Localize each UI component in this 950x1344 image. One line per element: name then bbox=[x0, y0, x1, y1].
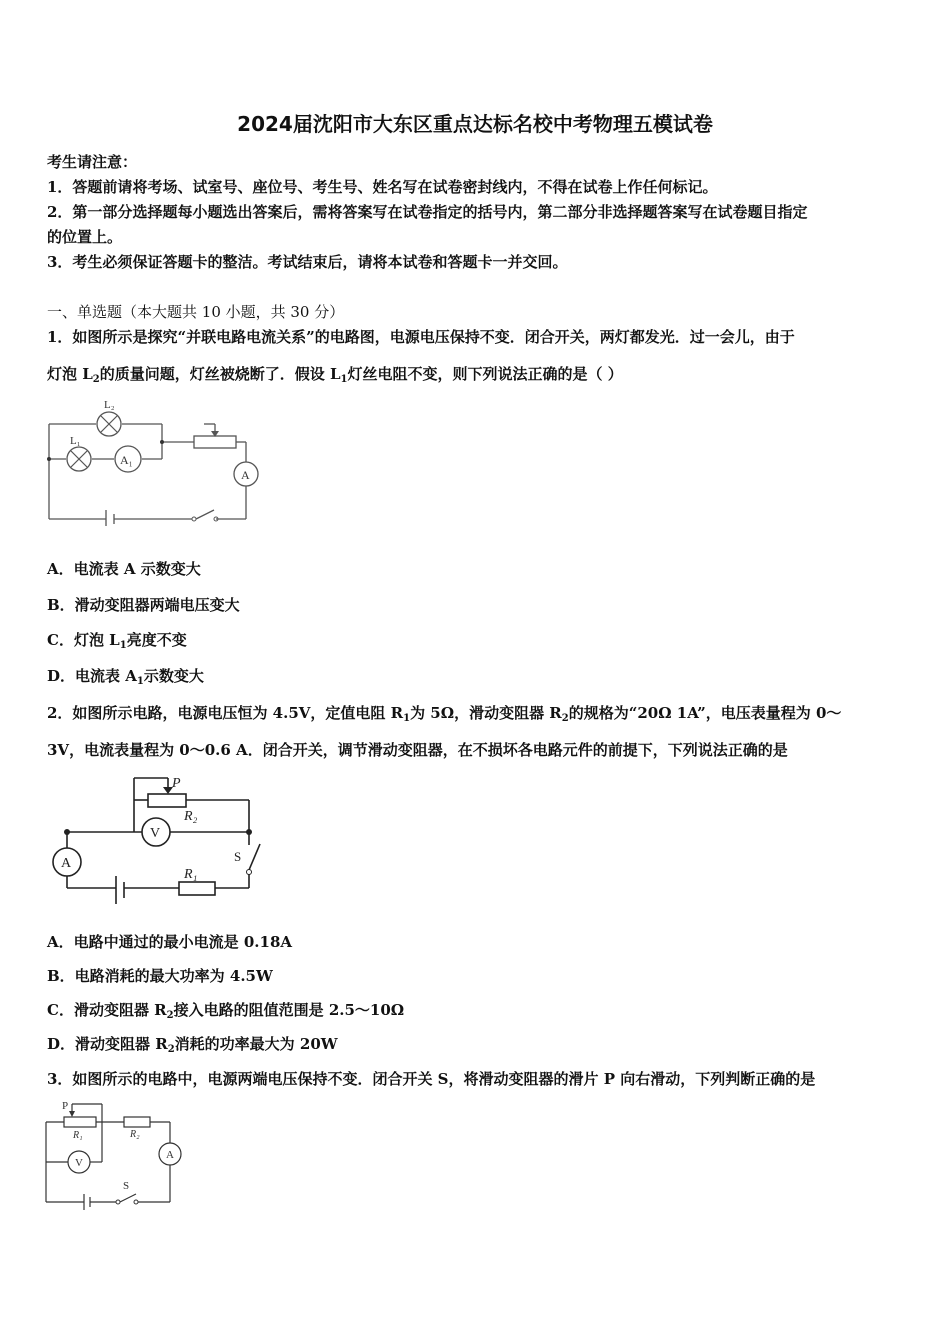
label-r1: R₁ bbox=[73, 1130, 83, 1141]
label-p: P bbox=[62, 1100, 69, 1112]
q3-circuit-diagram bbox=[40, 1096, 190, 1216]
notice-item: 1．答题前请将考场、试室号、座位号、考生号、姓名写在试卷密封线内，不得在试卷上作任何标记。 bbox=[47, 178, 718, 196]
label-v: V bbox=[150, 826, 161, 841]
label-s: S bbox=[234, 849, 242, 864]
q2-circuit-diagram bbox=[44, 770, 269, 915]
q2-option-d: D．滑动变阻器 $R_2$消耗的功率最大为 20W bbox=[47, 1035, 338, 1055]
notice-heading: 考生请注意： bbox=[47, 153, 138, 171]
q3-line1: 3．如图所示的电路中，电源两端电压保持不变．闭合开关 S，将滑动变阻器的滑片 P 向右滑动，下列判断正确的是 bbox=[47, 1070, 816, 1088]
q2-option-b: B．电路消耗的最大功率为 4.5W bbox=[47, 967, 273, 985]
q1-line1: 1．如图所示是探究“并联电路电流关系”的电路图，电源电压保持不变．闭合开关，两灯都发光．过一会儿，由于 bbox=[47, 328, 795, 346]
q2-option-c: C．滑动变阻器 $R_2$接入电路的阻值范围是 2.5～10Ω bbox=[47, 1001, 405, 1021]
notice-item: 3．考生必须保证答题卡的整洁。考试结束后，请将本试卷和答题卡一并交回。 bbox=[47, 253, 568, 271]
q2-line2: 3V，电流表量程为 0～0.6 A．闭合开关，调节滑动变阻器，在不损坏各电路元件的前提下，下列说法正确的是 bbox=[47, 741, 788, 759]
label-r1: R₁ bbox=[184, 867, 198, 882]
label-p: P bbox=[172, 776, 181, 791]
page-title: 2024届沈阳市大东区重点达标名校中考物理五模试卷 bbox=[237, 112, 713, 136]
q1-circuit-diagram bbox=[44, 396, 264, 526]
q1-option-a: A．电流表 A 示数变大 bbox=[47, 560, 201, 578]
label-a: A bbox=[166, 1149, 174, 1161]
section-heading: 一、单选题（本大题共 10 小题，共 30 分） bbox=[47, 303, 345, 321]
label-a: A bbox=[241, 468, 250, 482]
notice-item: 的位置上。 bbox=[47, 228, 123, 246]
label-l1: L₁ bbox=[70, 435, 81, 447]
label-r2: R₂ bbox=[184, 809, 198, 824]
label-a1: A₁ bbox=[120, 453, 133, 467]
q1-line2: 灯泡 $L_2$的质量问题，灯丝被烧断了．假设 $L_1$灯丝电阻不变，则下列说法正确的是（ ） bbox=[47, 365, 623, 385]
label-l2: L₂ bbox=[104, 399, 115, 411]
q2-line1: 2．如图所示电路，电源电压恒为 4.5V，定值电阻 $R_1$为 5Ω，滑动变阻器 $R_2$的规格为“20Ω 1A”，电压表量程为 0～ bbox=[47, 704, 842, 724]
label-v: V bbox=[75, 1157, 83, 1169]
q1-option-b: B．滑动变阻器两端电压变大 bbox=[47, 596, 240, 614]
notice-item: 2．第一部分选择题每小题选出答案后，需将答案写在试卷指定的括号内，第二部分非选择题答案写在试卷题目指定 bbox=[47, 203, 808, 221]
q1-option-c: C．灯泡 $L_1$亮度不变 bbox=[47, 631, 187, 651]
q1-option-d: D．电流表 $A_1$示数变大 bbox=[47, 667, 204, 687]
label-r2: R₂ bbox=[130, 1129, 140, 1140]
q2-option-a: A．电路中通过的最小电流是 0.18A bbox=[47, 933, 293, 951]
label-s: S bbox=[123, 1180, 130, 1192]
label-a: A bbox=[61, 856, 72, 871]
